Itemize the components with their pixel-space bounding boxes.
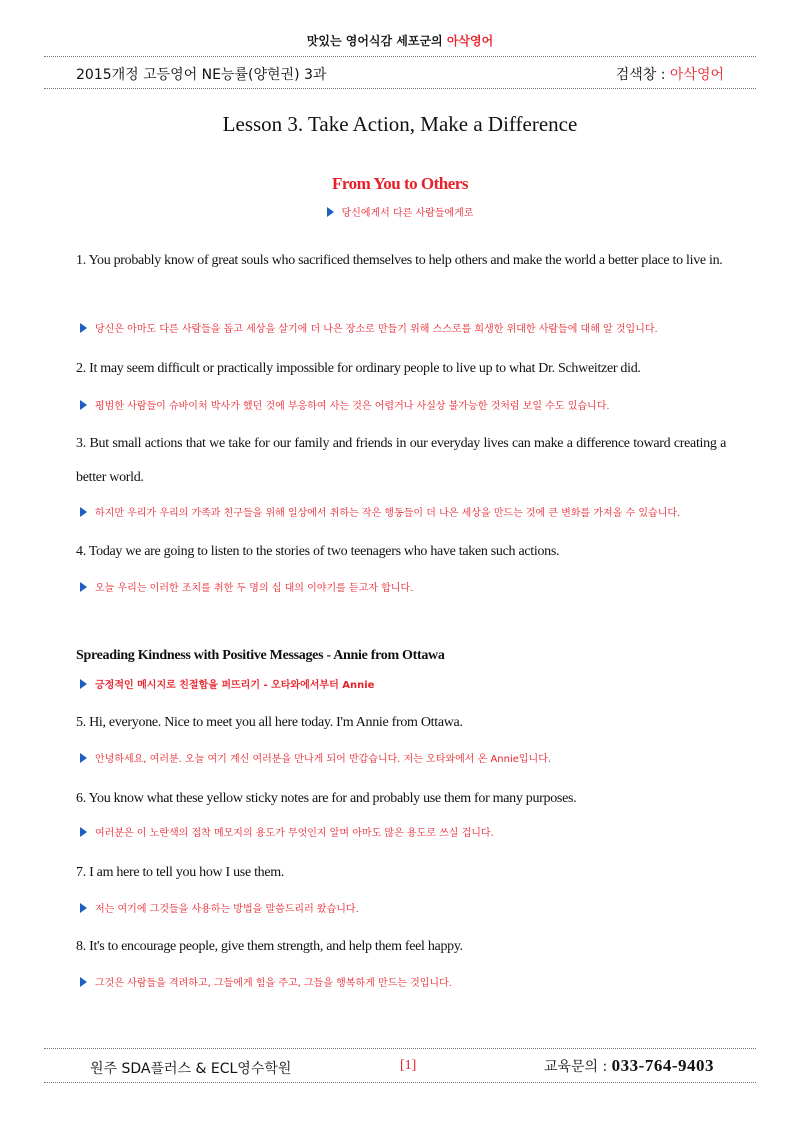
translation-7 (80, 900, 720, 915)
translation-2 (80, 397, 720, 412)
sentence-2: 2. It may seem difficult or practically impossible for ordinary people to live up to what Dr. Schweitzer did. (76, 361, 641, 376)
section-translation (0, 204, 800, 219)
bullet-triangle-icon (80, 679, 87, 689)
sentence-4: 4. Today we are going to listen to the stories of two teenagers who have taken such actions. (76, 544, 560, 559)
sentence-7: 7. I am here to tell you how I use them. (76, 865, 285, 880)
search-hint-brand: 아삭영어 (669, 67, 724, 83)
sentence-6: 6. You know what these yellow sticky notes are for and probably use them for many purposes. (76, 791, 577, 806)
academy-name: 원주 SDA플러스 & ECL영수학원 (90, 1061, 292, 1077)
bullet-triangle-icon (80, 507, 87, 517)
subsection-translation-text: 긍정적인 메시지로 친절함을 퍼뜨리기 - 오타와에서부터 Annie (95, 680, 375, 691)
banner-brand: 아삭영어 (446, 34, 494, 48)
sentence-5: 5. Hi, everyone. Nice to meet you all here today. I'm Annie from Ottawa. (76, 715, 463, 730)
lesson-title: Lesson 3. Take Action, Make a Difference (222, 112, 578, 136)
course-title: 2015개정 고등영어 NE능률(양현권) 3과 (76, 67, 327, 83)
bullet-triangle-icon (80, 903, 87, 913)
header-divider (44, 88, 756, 89)
bullet-triangle-icon (80, 400, 87, 410)
translation-6 (80, 824, 720, 839)
translation-4-text: 오늘 우리는 이러한 조치를 취한 두 명의 십 대의 이야기를 듣고자 합니다. (95, 583, 414, 594)
sentence-8: 8. It's to encourage people, give them strength, and help them feel happy. (76, 939, 463, 954)
section-translation-text: 당신에게서 다른 사람들에게로 (341, 208, 474, 219)
translation-6-text: 여러분은 이 노란색의 접착 메모지의 용도가 무엇인지 알며 아마도 많은 용도로 쓰실 겁니다. (95, 828, 494, 839)
sentence-3: 3. But small actions that we take for our family and friends in our everyday lives can make a difference toward creating a better world. (76, 436, 726, 485)
subsection-translation (80, 676, 374, 691)
top-banner (0, 32, 800, 49)
translation-3-text: 하지만 우리가 우리의 가족과 친구들을 위해 일상에서 취하는 작은 행동들이 더 나은 세상을 만드는 것에 큰 변화를 가져올 수 있습니다. (95, 508, 681, 519)
translation-8 (80, 974, 720, 989)
subsection-title: Spreading Kindness with Positive Messages - Annie from Ottawa (76, 648, 445, 663)
section-title: From You to Others (332, 174, 468, 193)
phone-number: 033-764-9403 (611, 1056, 714, 1075)
translation-7-text: 저는 여기에 그것들을 사용하는 방법을 말씀드리러 왔습니다. (95, 904, 359, 915)
bullet-triangle-icon (80, 582, 87, 592)
search-hint (616, 64, 724, 84)
translation-3 (80, 504, 720, 519)
search-hint-label: 검색창 : (615, 67, 670, 83)
contact-label: 교육문의 : (543, 1059, 612, 1075)
translation-8-text: 그것은 사람들을 격려하고, 그들에게 힘을 주고, 그들을 행복하게 만드는 것입니다. (95, 978, 452, 989)
translation-5-text: 안녕하세요, 여러분. 오늘 여기 계신 여러분을 만나게 되어 반갑습니다. 저는 오타와에서 온 Annie입니다. (95, 754, 552, 765)
translation-1 (80, 320, 720, 335)
translation-1-text: 당신은 아마도 다른 사람들을 돕고 세상을 살기에 더 나은 장소로 만들기 위해 스스로를 희생한 위대한 사람들에 대해 알 것입니다. (95, 324, 658, 335)
banner-text: 맛있는 영어식감 세포군의 (306, 34, 447, 48)
footer-divider-bottom (44, 1082, 756, 1083)
translation-5 (80, 750, 720, 765)
top-divider (44, 56, 756, 57)
translation-4 (80, 579, 720, 594)
page-number: [1] (400, 1058, 417, 1073)
bullet-triangle-icon (80, 977, 87, 987)
sentence-1: 1. You probably know of great souls who sacrificed themselves to help others and make the world a better place to live in. (76, 253, 723, 268)
bullet-triangle-icon (80, 323, 87, 333)
contact-info (544, 1056, 714, 1076)
translation-2-text: 평범한 사람들이 슈바이처 박사가 했던 것에 부응하여 사는 것은 어렵거나 사실상 불가능한 것처럼 보일 수도 있습니다. (95, 401, 610, 412)
footer-divider-top (44, 1048, 756, 1049)
bullet-triangle-icon (327, 207, 334, 217)
bullet-triangle-icon (80, 827, 87, 837)
bullet-triangle-icon (80, 753, 87, 763)
